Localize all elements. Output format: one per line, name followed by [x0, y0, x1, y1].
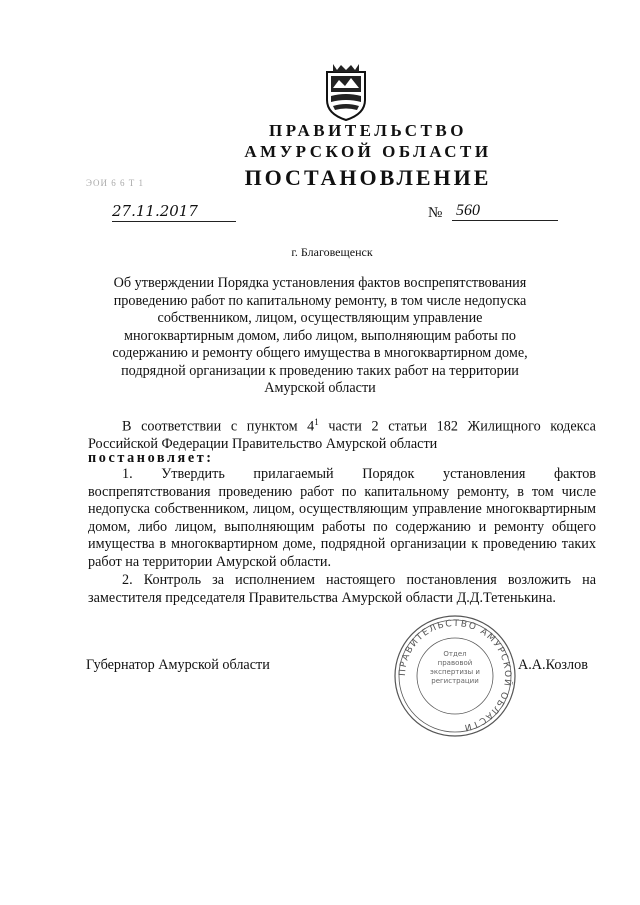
preamble-text-start: В соответствии с пунктом 4 — [122, 418, 315, 435]
preamble-superscript: 1 — [314, 417, 319, 427]
preamble-text-end: части 2 статьи 182 Жилищного кодекса Российской Федерации Правительство Амурской области — [88, 418, 596, 453]
registration-stamp: ЭОИ 6 6 Т 1 — [86, 178, 145, 188]
signer-name: А.А.Козлов — [518, 657, 588, 673]
document-title: Об утверждении Порядка установления фактов воспрепятствования проведению работ по капитальному ремонту, в том числе недопуска собственником, лицом, осуществляющим управление многоквартирным домом, либо лицом, выполняющим работы по содержанию и ремонту общего имущества в многоквартирном доме, подрядной организации к проведению таких работ на территории Амурской области — [112, 275, 528, 396]
item-1: 1. Утвердить прилагаемый Порядок установления фактов воспрепятствования проведению работ по капитальному ремонту, в том числе недопуска собственником, лицом, осуществляющим управление многоквартирным домом, либо лицом, выполняющим работы по содержанию и ремонту общего имущества в многоквартирном доме, подрядной организации к проведению таких работ на территории Амурской области. — [88, 466, 596, 570]
document-number: 560 — [452, 202, 558, 221]
decree-word: постановляет: — [88, 450, 214, 466]
item-2: 2. Контроль за исполнением настоящего постановления возложить на заместителя председателя Правительства Амурской области Д.Д.Тетенькина. — [88, 572, 596, 606]
preamble — [88, 414, 596, 454]
org-name-line1: ПРАВИТЕЛЬСТВО — [269, 121, 467, 140]
org-name-line2: АМУРСКОЙ ОБЛАСТИ — [244, 142, 492, 161]
city: г. Благовещенск — [291, 245, 373, 259]
document-date: 27.11.2017 — [112, 202, 236, 222]
coat-of-arms-icon — [323, 62, 369, 122]
seal-inner-text: Отдел правовой экспертизы и регистрации — [430, 650, 480, 685]
signer-title: Губернатор Амурской области — [86, 657, 270, 673]
number-label: № — [428, 205, 443, 221]
document-type: ПОСТАНОВЛЕНИЕ — [244, 165, 492, 190]
seal-outer-text: ПРАВИТЕЛЬСТВО АМУРСКОЙ ОБЛАСТИ — [397, 618, 513, 733]
